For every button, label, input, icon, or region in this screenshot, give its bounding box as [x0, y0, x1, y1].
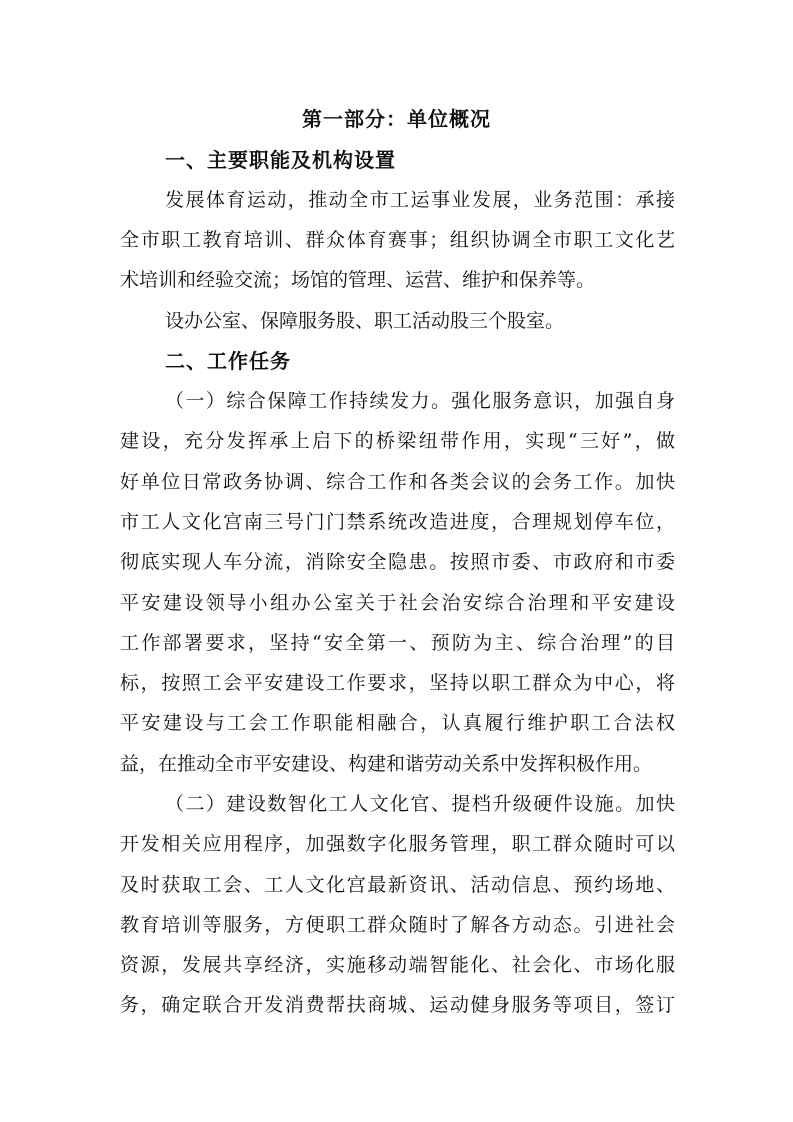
text-line: 全市职工教育培训、群众体育赛事；组织协调全市职工文化艺 — [120, 229, 675, 251]
text-line: 教育培训等服务，方便职工群众随时了解各方动态。引进社会 — [120, 914, 675, 936]
text-line: 资源，发展共享经济，实施移动端智能化、社会化、市场化服 — [120, 954, 675, 976]
text-line: 开发相关应用程序，加强数字化服务管理，职工群众随时可以 — [120, 833, 675, 855]
text-line: 平安建设领导小组办公室关于社会治安综合治理和平安建设 — [120, 592, 675, 614]
text-line: 益，在推动全市平安建设、构建和谐劳动关系中发挥积极作用。 — [120, 753, 653, 775]
text-line: 发展体育运动，推动全市工运事业发展，业务范围：承接 — [165, 189, 675, 211]
text-line: 建设，充分发挥承上启下的桥梁纽带作用，实现“三好”，做 — [120, 430, 675, 452]
text-line: 工作部署要求，坚持“安全第一、预防为主、综合治理”的目 — [120, 632, 675, 654]
text-line: 彻底实现人车分流，消除安全隐患。按照市委、市政府和市委 — [120, 551, 675, 573]
text-line: 设办公室、保障服务股、职工活动股三个股室。 — [165, 310, 565, 332]
section-heading-functions: 一、主要职能及机构设置 — [165, 148, 396, 172]
text-line: （二）建设数智化工人文化官、提档升级硬件设施。加快 — [165, 793, 675, 815]
text-line: 及时获取工会、工人文化宫最新资讯、活动信息、预约场地、 — [120, 874, 675, 896]
page-title: 第一部分：单位概况 — [302, 107, 491, 131]
text-line: 标，按照工会平安建设工作要求，坚持以职工群众为中心，将 — [120, 672, 675, 694]
section-heading-tasks: 二、工作任务 — [165, 349, 291, 373]
text-line: 平安建设与工会工作职能相融合，认真履行维护职工合法权 — [120, 712, 675, 734]
text-line: 好单位日常政务协调、综合工作和各类会议的会务工作。加快 — [120, 471, 675, 493]
text-line: 术培训和经验交流；场馆的管理、运营、维护和保养等。 — [120, 269, 596, 291]
text-line: 务，确定联合开发消费帮扶商城、运动健身服务等项目，签订 — [120, 994, 675, 1016]
text-line: 市工人文化宫南三号门门禁系统改造进度，合理规划停车位， — [120, 511, 675, 533]
text-line: （一）综合保障工作持续发力。强化服务意识，加强自身 — [165, 390, 675, 412]
